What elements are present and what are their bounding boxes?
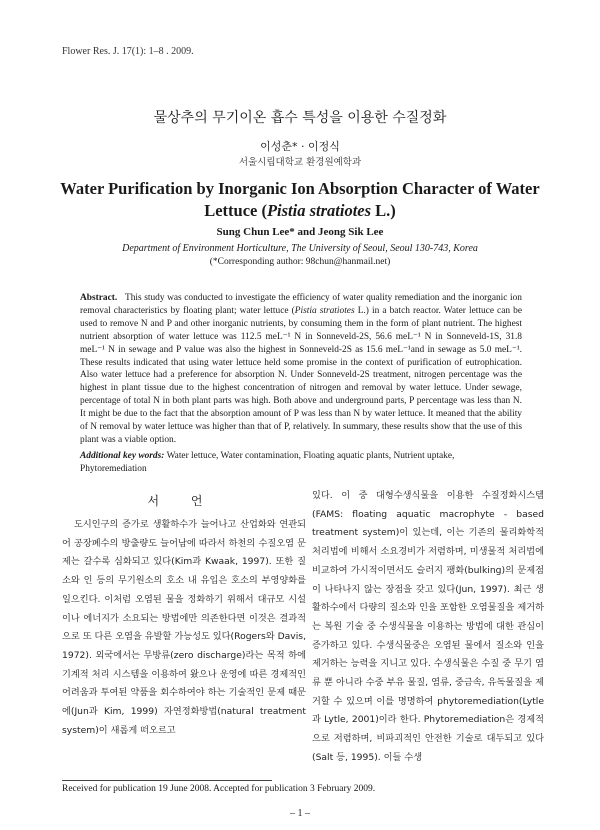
body-left-paragraph: 도시인구의 증가로 생활하수가 늘어나고 산업화와 연관되어 공장폐수의 방출량도 늘어남에 따라서 하천의 수질오염 문제는 갈수록 심화되고 있다(Kim과 Kwaak, 1997). 또한 질소와 인 등의 무기원소의 호소 내 유입은 호소의 부영양화를 일으킨다. 이처럼 오염된 물을 정화하기 위해서 대규모 시설이나 에너지가 소요되는 방법에만 의존한다면 이것은 결과적으로 또 다른 오염을 유발할 가능성도 있다(Rogers와 Davis, 1972). 외국에서는 무방류(zero discharge)라는 목적 하에 기계적 처리 시스템을 이용하여 왔으나 운영에 따른 경제적인 어려움과 투여된 약품을 회수하여야 하는 기술적인 문제 때문에(Jun과 Kim, 1999) 자연정화방법(natural treatment system)이 새롭게 떠오르고 bbox=[62, 519, 306, 736]
abstract-label: Abstract. bbox=[80, 293, 118, 303]
keywords-label: Additional key words: bbox=[80, 451, 165, 461]
abstract-block bbox=[80, 292, 522, 447]
korean-affiliation: 서울시립대학교 환경원예학과 bbox=[238, 157, 362, 168]
korean-title: 물상추의 무기이온 흡수 특성을 이용한 수질정화 bbox=[153, 110, 447, 126]
body-right-paragraph: 있다. 이 중 대형수생식물을 이용한 수질정화시스템(FAMS: floating aquatic macrophyte - based treatment system)이 있는데, 이는 기존의 물리화학적 처리법에 비해서 소요경비가 저렴하며, 미생물적 처리법에 비교하여 가시적이면서도 슬러지 팽화(bulking)의 문제점이 나타나지 않는 장점을 갖고 있다(Jun, 1997). 최근 생활하수에서 다량의 질소와 인을 포함한 오염물질을 제거하는 복원 기술 중 수생식물을 이용하는 방법에 대한 관심이 증가하고 있다. 수생식물중은 오염된 물에서 질소와 인을 제거하는 능력을 지니고 있다. 수생식물은 수질 중 무기 염류 뿐 아니라 수중 부유 물질, 염류, 중금속, 유독물질을 제거할 수 있으며 이를 명명하여 phytoremediation(Lytle과 Lytle, 2001)이라 한다. Phytoremediation은 경제적으로 저렴하며, 비파괴적인 안전한 기술로 대두되고 있다(Salt 등, 1995). 이들 수생 bbox=[312, 490, 544, 763]
body-column-right bbox=[312, 487, 544, 768]
section-heading-introduction: 서 언 bbox=[147, 494, 217, 508]
keywords-text: Water lettuce, Water contamination, Floating aquatic plants, Nutrient uptake, Phytoremediation bbox=[80, 451, 455, 474]
footnote-divider bbox=[62, 780, 272, 781]
title-line2-suffix: L.) bbox=[371, 201, 396, 220]
title-line2-prefix: Lettuce ( bbox=[204, 201, 267, 220]
english-title-line2 bbox=[60, 200, 540, 222]
journal-citation: Flower Res. J. 17(1): 1–8 . 2009. bbox=[62, 46, 194, 57]
key-words bbox=[80, 450, 522, 476]
english-authors: Sung Chun Lee* and Jeong Sik Lee bbox=[216, 226, 384, 238]
department-affiliation: Department of Environment Horticulture, The University of Seoul, Seoul 130-743, Korea bbox=[122, 243, 478, 254]
abstract-species: Pistia stratiotes bbox=[294, 305, 355, 316]
corresponding-author: (*Corresponding author: 98chun@hanmail.net) bbox=[209, 257, 391, 267]
abstract-text-part1: This study was conducted to investigate the efficiency of water quality remediation and the inorganic ion removal characteristics by floating plant; water lettuce ( bbox=[80, 293, 522, 316]
page-number: – 1 – bbox=[290, 808, 310, 819]
body-column-left bbox=[62, 516, 306, 740]
publication-footnote: Received for publication 19 June 2008. Accepted for publication 3 February 2009. bbox=[62, 784, 376, 794]
english-title-line1: Water Purification by Inorganic Ion Absorption Character of Water bbox=[60, 179, 540, 198]
english-title bbox=[60, 178, 540, 222]
title-species-name: Pistia stratiotes bbox=[266, 201, 372, 220]
korean-authors: 이성춘* · 이정식 bbox=[260, 140, 340, 153]
abstract-text-part2: L.) in a batch reactor. Water lettuce can be used to remove N and P and other inorganic nutrients, by consuming them in the form of plant nutrient. The highest nutrient absorption of water lettuce was 112.5 meL⁻¹ N in Sonneveld-2S, 56.6 meL⁻¹ N in Sonneveld-1S, 31.8 meL⁻¹ N in sewage and P value was also the highest in Sonneveld-2S as 15.6 meL⁻¹and in sewage as 5.0 meL⁻¹. These results indicated that using water lettuce held some promise in the context of purification of eutrophication. Also water lettuce had a preference for absorption N. Under Sonneveld-2S treatment, nitrogen percentage was the highest in plant tissue due to the highest concentration of nitrogen and removal by water lettuce. Under sewage, percentage of total N in both plant parts was high. Both above and underground parts, P percentage was less than N. It might be due to the fact that the absorption amount of P was less than N by water lettuce. It meaned that the ability of N removal by water lettuce was higher than that of P, relatively. In summary, these results show that the use of this plant was a viable option. bbox=[80, 305, 523, 445]
